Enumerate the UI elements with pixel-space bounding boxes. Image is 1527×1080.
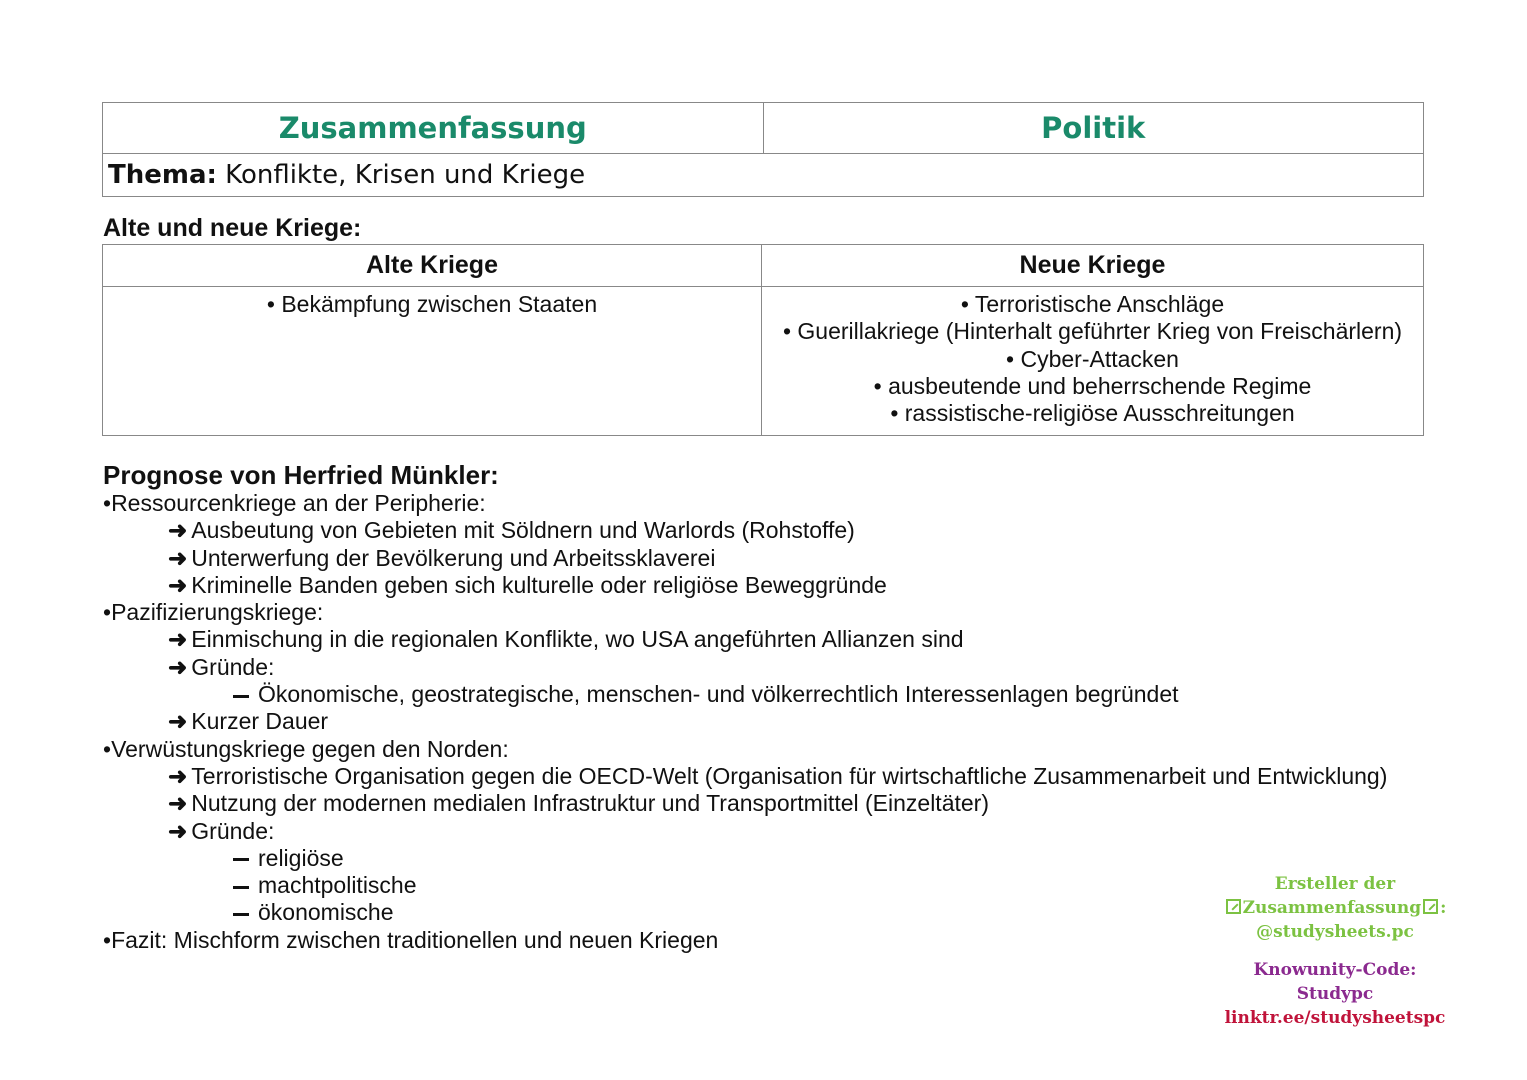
- memo-icon: [1423, 899, 1438, 914]
- arrow-right-icon: ➜: [168, 817, 188, 844]
- col-old-wars: Alte Kriege: [103, 245, 762, 287]
- topic-value: Konflikte, Krisen und Kriege: [216, 160, 586, 190]
- memo-icon: [1226, 899, 1241, 914]
- arrow-right-icon: ➜: [168, 790, 188, 817]
- list-item: • rassistische-religiöse Ausschreitungen: [762, 400, 1423, 427]
- creator-link: linktr.ee/studysheetspc: [1224, 1008, 1446, 1028]
- col-new-wars: Neue Kriege: [762, 245, 1424, 287]
- list-item: • ausbeutende und beherrschende Regime: [762, 373, 1423, 400]
- arrow-right-icon: ➜: [168, 544, 188, 571]
- dash-icon: [233, 858, 249, 861]
- wars-content-row: [103, 287, 1424, 436]
- pazifizierung-label: • Pazifizierungskriege:: [103, 599, 1387, 626]
- header-topic-row: [103, 154, 1424, 197]
- dash-icon: [233, 886, 249, 889]
- list-item: ➜ Gründe:: [168, 653, 275, 680]
- list-item: ➜ Ausbeutung von Gebieten mit Söldnern und Warlords (Rohstoffe): [168, 517, 855, 544]
- list-item: ➜ Nutzung der modernen medialen Infrastruktur und Transportmittel (Einzeltäter): [168, 790, 989, 817]
- creator-label: Ersteller der: [1274, 874, 1396, 894]
- list-item: • Terroristische Anschläge: [762, 291, 1423, 318]
- list-item: ökonomische: [103, 899, 1387, 926]
- credits-block: [1200, 872, 1470, 1030]
- wars-heading: Alte und neue Kriege:: [103, 214, 362, 242]
- list-item: religiöse: [103, 845, 1387, 872]
- list-item: ➜ Einmischung in die regionalen Konflikte, wo USA angeführten Allianzen sind: [168, 626, 964, 653]
- creator-handle: @studysheets.pc: [1256, 922, 1414, 942]
- arrow-right-icon: ➜: [168, 762, 188, 789]
- new-wars-list: [762, 291, 1423, 427]
- dash-icon: [233, 695, 249, 698]
- list-item: ➜ Kurzer Dauer: [168, 708, 329, 735]
- dash-icon: [233, 913, 249, 916]
- list-item: ➜ Terroristische Organisation gegen die OECD-Welt (Organisation für wirtschaftliche Zusammenarbeit und Entwicklung): [168, 762, 1388, 789]
- list-item: ➜ Gründe:: [168, 817, 275, 844]
- list-item: machtpolitische: [103, 872, 1387, 899]
- code-label: Knowunity-Code:: [1253, 960, 1417, 980]
- prognose-list: [103, 490, 1387, 954]
- topic-label: Thema:: [108, 160, 217, 190]
- wars-comparison-table: [102, 244, 1424, 436]
- fazit: • Fazit: Mischform zwischen traditionellen und neuen Kriegen: [103, 927, 1387, 954]
- arrow-right-icon: ➜: [168, 517, 188, 544]
- arrow-right-icon: ➜: [168, 653, 188, 680]
- verwuestung-label: • Verwüstungskriege gegen den Norden:: [103, 736, 1387, 763]
- header-table: [102, 102, 1424, 197]
- old-wars-list: [103, 291, 761, 318]
- ressourcen-label: • Ressourcenkriege an der Peripherie:: [103, 490, 1387, 517]
- header-left-title: Zusammenfassung: [103, 103, 764, 154]
- prognose-heading: Prognose von Herfried Münkler:: [103, 460, 499, 490]
- header-right-title: Politik: [763, 103, 1424, 154]
- new-wars-cell: [762, 287, 1424, 436]
- list-item: ➜ Kriminelle Banden geben sich kulturelle oder religiöse Beweggründe: [168, 571, 887, 598]
- creator-title: Zusammenfassung :: [1200, 896, 1470, 920]
- list-item: • Guerillakriege (Hinterhalt geführter Krieg von Freischärlern): [762, 318, 1423, 345]
- header-title-row: [103, 103, 1424, 154]
- arrow-right-icon: ➜: [168, 626, 188, 653]
- wars-header-row: [103, 245, 1424, 287]
- old-wars-cell: [103, 287, 762, 436]
- arrow-right-icon: ➜: [168, 571, 188, 598]
- list-item: • Cyber-Attacken: [762, 346, 1423, 373]
- code-value: Studypc: [1296, 984, 1374, 1004]
- list-item: Ökonomische, geostrategische, menschen- und völkerrechtlich Interessenlagen begründet: [103, 681, 1387, 708]
- topic-cell: [103, 154, 1424, 197]
- list-item: ➜ Unterwerfung der Bevölkerung und Arbeitssklaverei: [168, 544, 716, 571]
- list-item: • Bekämpfung zwischen Staaten: [103, 291, 761, 318]
- arrow-right-icon: ➜: [168, 708, 188, 735]
